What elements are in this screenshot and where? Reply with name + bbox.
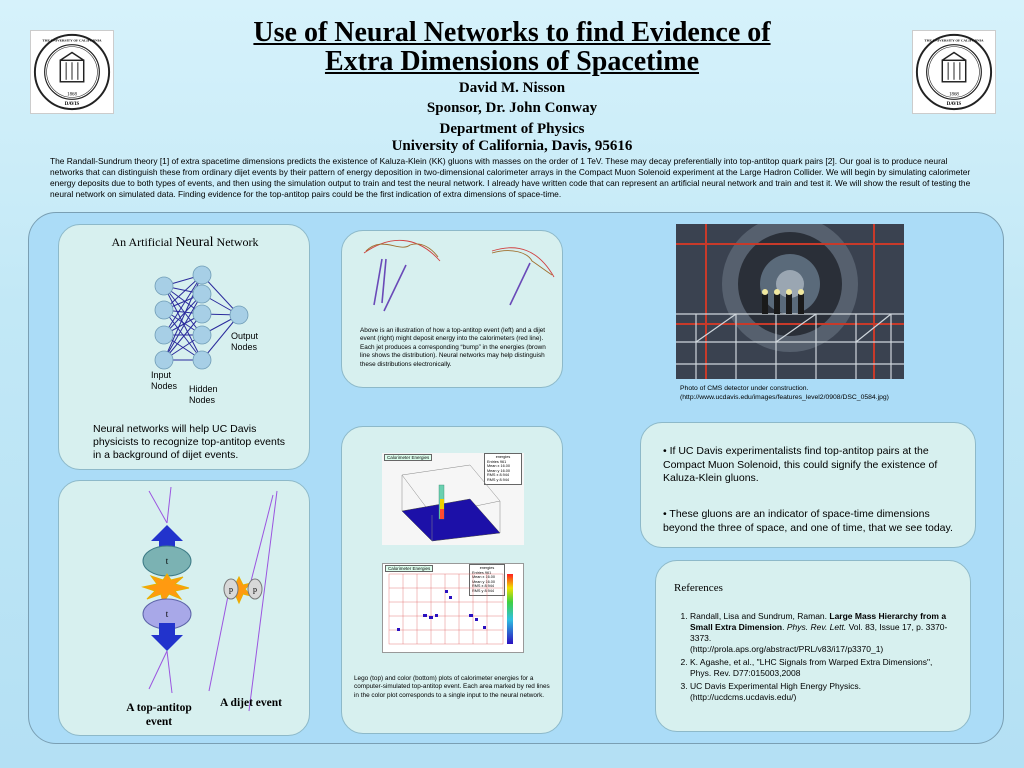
output-node [230,306,248,324]
photo-caption-line2: (http://www.ucdavis.edu/images/features_level2/0908/DSC_0584.jpg) [680,394,889,401]
author: David M. Nisson [458,80,566,96]
label-output-nodes: Output Nodes [231,331,259,352]
references-heading: References [674,582,723,594]
color-2d-plot [383,564,525,654]
lego-plot-title: Calorimeter Energies [384,454,432,461]
label-input-nodes: Input Nodes [151,370,178,391]
calorimeter-plots-card [341,426,563,734]
lego-3d-plot [382,453,524,545]
label-hidden-nodes: Hidden Nodes [189,384,218,405]
input-node [155,326,173,344]
proton-label-left: p [229,585,233,594]
neural-network-diagram [139,265,259,375]
department: Department of Physics [439,121,585,137]
nn-heading: An Artificial Neural Network [111,235,259,250]
university: University of California, Davis, 95616 [391,138,633,154]
sponsor: Sponsor, Dr. John Conway [426,100,598,116]
ucdavis-seal-left [30,30,114,114]
ucdavis-seal-right [912,30,996,114]
reference-1: 1. Randall, Lisa and Sundrum, Raman. Large Mass Hierarchy from a Small Extra Dimension. Phys. Rev. Lett. Vol. 83, Issue 17, p. 3370-3373. (http://prola.aps.org/abstract/PRL/v83/i17/p3370_1) [690,611,958,655]
illustration-caption: Above is an illustration of how a top-antitop event (left) and a dijet event (right) might deposit energy into the calorimeters (red line). Each jet produces a corresponding “bump” in the energies (brown line shows the distribution). Neural networks may help distinguish these distributions electronically. [360,327,546,368]
seal-icon [31,31,113,113]
bullet-1: • If UC Davis experimentalists find top-antitop pairs at the Compact Muon Solenoid, this could signify the existence of Kaluza-Klein gluons. [663,445,938,484]
hidden-node [193,351,211,369]
svg-text:THE UNIVERSITY OF CALIFORNIA: THE UNIVERSITY OF CALIFORNIA [42,38,102,43]
lego-stats-box: energies Entries 961 Mean x 16.00 Mean y 16.00 RMS x 8.944 RMS y 8.944 [484,453,522,485]
color-plot [382,563,524,653]
svg-text:1868: 1868 [67,92,77,98]
proton-label-right: p [253,585,257,594]
seal-icon [913,31,995,113]
photo-caption-line1: Photo of CMS detector under construction. [680,385,809,392]
top-label: t [165,556,169,566]
bullet-2: • These gluons are an indicator of space-time dimensions beyond the three of space, and one of time, that we see today. [663,508,953,534]
svg-text:DAVIS: DAVIS [946,102,962,108]
conclusions-card [640,422,976,548]
reference-2: 2. K. Agashe, et al., "LHC Signals from Warped Extra Dimensions", Phys. Rev. D77:015003,2008 [690,657,958,679]
lego-plot [382,453,524,545]
input-node [155,351,173,369]
hidden-node [193,266,211,284]
antitop-label: t [165,609,169,619]
illustration-card [341,230,563,388]
input-node [155,301,173,319]
calorimeter-illustration [342,231,564,323]
svg-text:DAVIS: DAVIS [64,102,80,108]
photo-caption [680,384,980,402]
neural-network-card [58,224,310,470]
cms-detector-photo [676,224,904,379]
abstract: The Randall-Sundrum theory [1] of extra spacetime dimensions predicts the existence of Kaluza-Klein (KK) gluons with masses on the order of 1 TeV. These may decay preferentially into top-antitop quark pairs [2]. Our goal is to produce neural networks that can distinguish these from ordinary dijet events by their pattern of energy deposition in two-dimensional calorimeter arrays in the Compact Muon Solenoid experiment at the Large Hadron Collider. We will begin by simulating calorimeter energy deposits due to both types of events, and then using the simulation output to train and test the neural network. I already have written code that can represent an artificial neural network and train and test it. We will show the result of testing the neural network on simulated data. Finding evidence for the top-antitop pairs could be the first indication of extra dimensions of space-time. [50,156,971,199]
poster-title [150,18,874,76]
title-line-1: Use of Neural Networks to find Evidence of [253,17,771,48]
caption-dijet: A dijet event [220,697,282,709]
references-list [674,611,958,705]
svg-text:THE UNIVERSITY OF CALIFORNIA: THE UNIVERSITY OF CALIFORNIA [924,38,984,43]
plots-caption: Lego (top) and color (bottom) plots of calorimeter energies for a computer-simulated top-antitop event. Each area marked by red lines in the color plot corresponds to a single input to the neural network. [354,675,550,699]
hidden-node [193,285,211,303]
nn-description: Neural networks will help UC Davis physicists to recognize top-antitop events in a background of dijet events. [93,423,286,461]
caption-topantitop: A top-antitop event [126,702,192,728]
title-line-2: Extra Dimensions of Spacetime [324,46,700,77]
event-diagrams-card [58,480,310,736]
reference-3: 3. UC Davis Experimental High Energy Physics. (http://ucdcms.ucdavis.edu/) [690,681,958,703]
hidden-node [193,326,211,344]
color-plot-title: Calorimeter Energies [385,565,433,572]
input-node [155,277,173,295]
cms-photo-image [676,224,904,379]
references-card [655,560,971,732]
svg-text:1868: 1868 [949,92,959,98]
hidden-node [193,305,211,323]
color-stats-box: energies Entries 961 Mean x 16.00 Mean y 16.00 RMS x 8.944 RMS y 8.944 [469,564,505,596]
